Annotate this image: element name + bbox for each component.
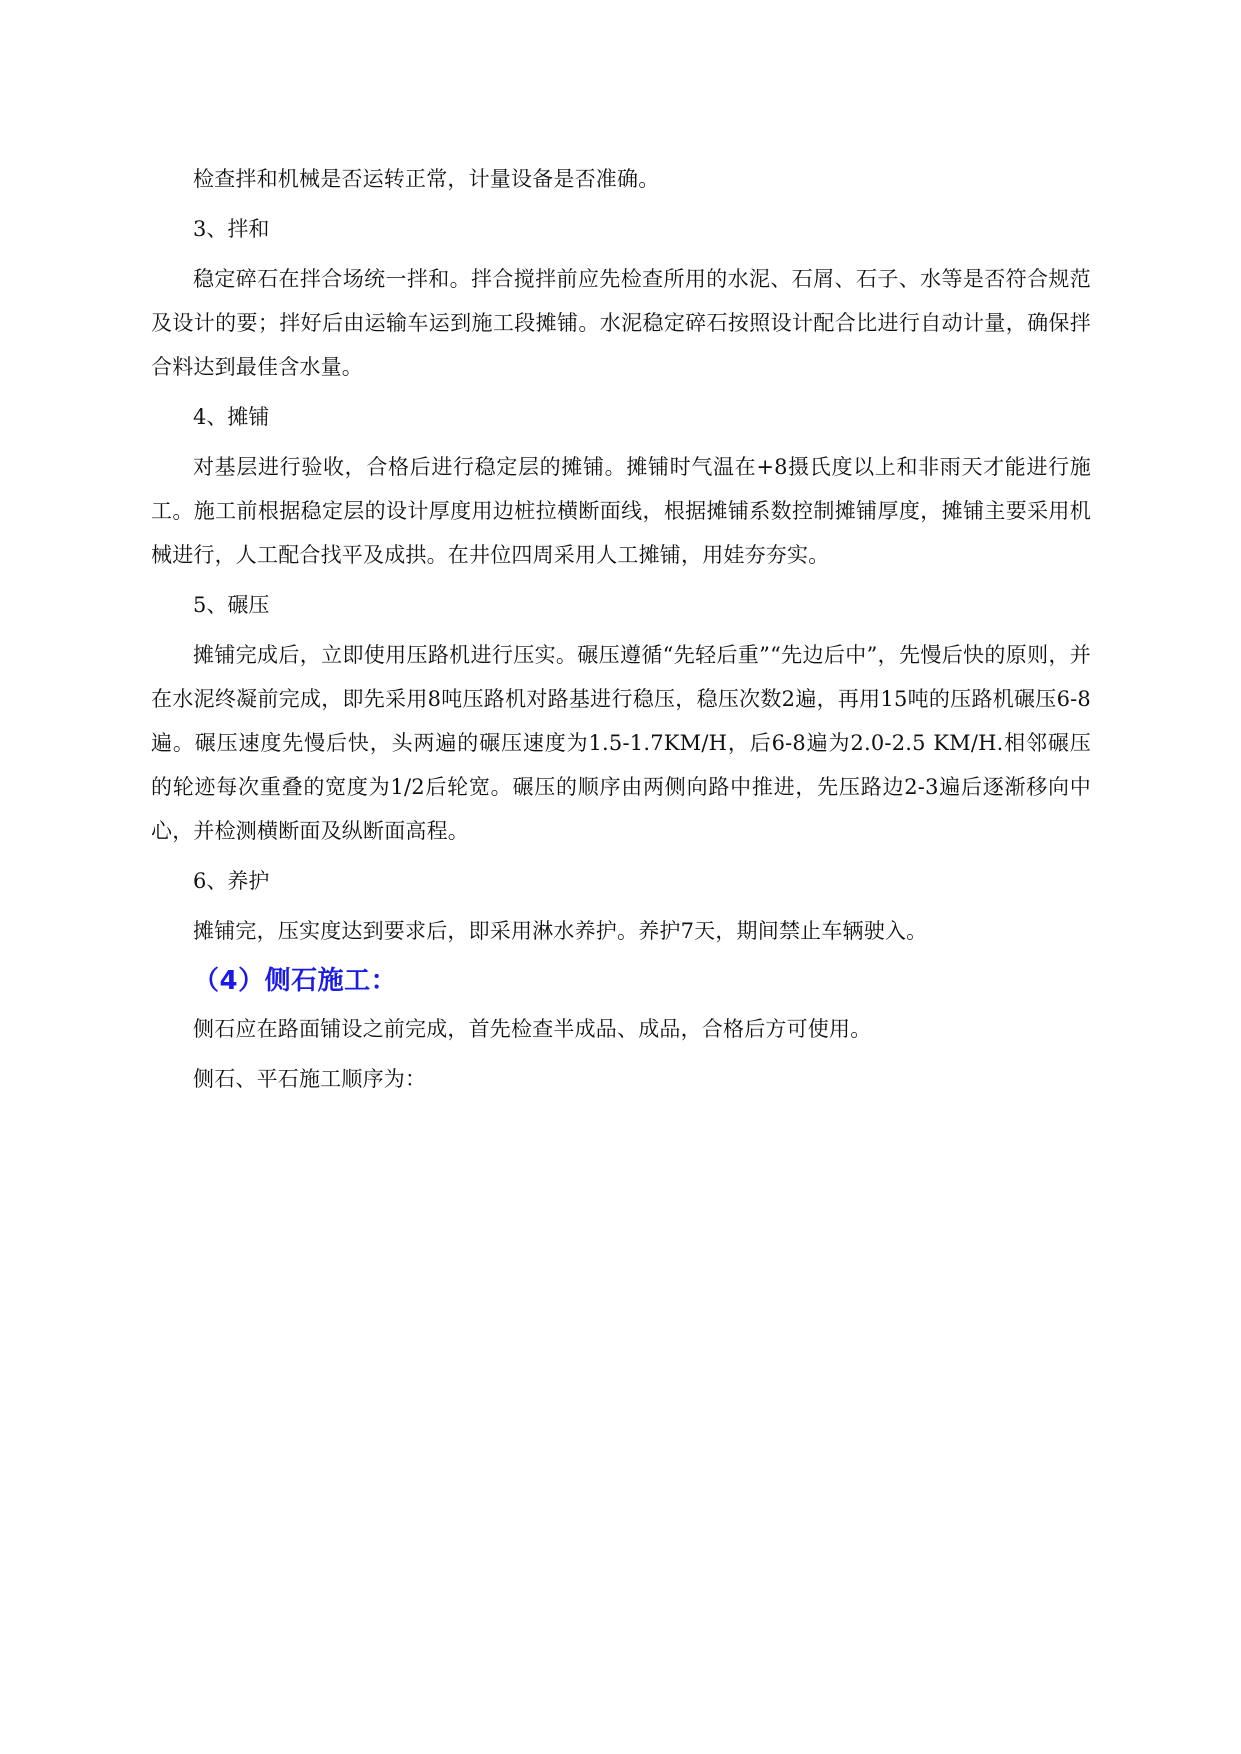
paragraph-rolling: 摊铺完成后，立即使用压路机进行压实。碾压遵循“先轻后重”“先边后中”，先慢后快的原则，并在水泥终凝前完成，即先采用8吨压路机对路基进行稳压，稳压次数2遍，再用15吨的压路机碾压6-8遍。碾压速度先慢后快，头两遍的碾压速度为1.5-1.7KM/H，后6-8遍为2.0-2.5 KM/H.相邻碾压的轮迹每次重叠的宽度为1/2后轮宽。碾压的顺序由两侧向路中推进，先压路边2-3遍后逐渐移向中心，并检测横断面及纵断面高程。	[151, 643, 1091, 843]
paragraph-curb-intro: 侧石应在路面铺设之前完成，首先检查半成品、成品，合格后方可使用。	[193, 1017, 872, 1041]
document-body	[151, 157, 1091, 1107]
section-heading-curb-construction: （4）侧石施工：	[193, 966, 398, 996]
paragraph-mixing: 稳定碎石在拌合场统一拌和。拌合搅拌前应先检查所用的水泥、石屑、石子、水等是否符合规范及设计的要；拌好后由运输车运到施工段摊铺。水泥稳定碎石按照设计配合比进行自动计量，确保拌合料达到最佳含水量。	[151, 267, 1091, 379]
paragraph-curing: 摊铺完，压实度达到要求后，即采用淋水养护。养护7天，期间禁止车辆驶入。	[193, 919, 928, 943]
subheading-mixing: 3、拌和	[193, 217, 270, 241]
paragraph-paving: 对基层进行验收，合格后进行稳定层的摊铺。摊铺时气温在+8摄氏度以上和非雨天才能进行施工。施工前根据稳定层的设计厚度用边桩拉横断面线，根据摊铺系数控制摊铺厚度，摊铺主要采用机械进行，人工配合找平及成拱。在井位四周采用人工摊铺，用娃夯夯实。	[151, 455, 1091, 567]
subheading-rolling: 5、碾压	[193, 593, 270, 617]
paragraph-mixer-check: 检查拌和机械是否运转正常，计量设备是否准确。	[193, 167, 660, 191]
subheading-paving: 4、摊铺	[193, 405, 270, 429]
subheading-curing: 6、养护	[193, 869, 270, 893]
paragraph-curb-sequence: 侧石、平石施工顺序为：	[193, 1067, 427, 1091]
